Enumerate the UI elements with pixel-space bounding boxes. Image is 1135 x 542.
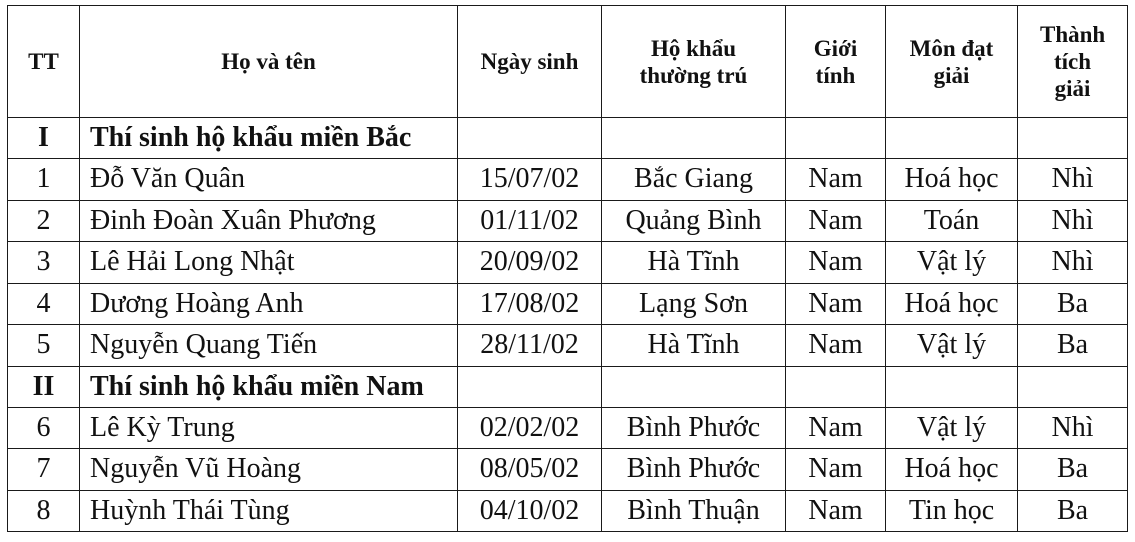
cell-dob: 01/11/02 [458, 200, 602, 242]
cell-dob: 20/09/02 [458, 242, 602, 284]
cell-gender: Nam [786, 283, 886, 325]
cell-award: Nhì [1018, 159, 1128, 201]
cell-tt: 4 [8, 283, 80, 325]
table-row [8, 449, 1128, 491]
cell-award: Nhì [1018, 242, 1128, 284]
cell-residence: Hà Tĩnh [602, 325, 786, 367]
cell-residence: Bình Phước [602, 407, 786, 449]
cell-name: Nguyễn Vũ Hoàng [80, 449, 458, 491]
group-title: Thí sinh hộ khẩu miền Nam [80, 366, 458, 407]
cell-tt: 3 [8, 242, 80, 284]
group-title: Thí sinh hộ khẩu miền Bắc [80, 118, 458, 159]
group-row [8, 366, 1128, 407]
header-gender: Giới tính [786, 6, 886, 118]
table-row [8, 283, 1128, 325]
cell-tt: 1 [8, 159, 80, 201]
cell-award: Nhì [1018, 200, 1128, 242]
cell-tt: 6 [8, 407, 80, 449]
table-row [8, 325, 1128, 367]
cell-gender: Nam [786, 325, 886, 367]
cell-subject: Vật lý [886, 407, 1018, 449]
cell-tt: 2 [8, 200, 80, 242]
cell-subject: Vật lý [886, 325, 1018, 367]
cell-gender: Nam [786, 200, 886, 242]
header-tt: TT [8, 6, 80, 118]
header-name: Họ và tên [80, 6, 458, 118]
cell-award: Ba [1018, 490, 1128, 532]
group-numeral: II [8, 366, 80, 407]
table-row [8, 490, 1128, 532]
cell-residence: Lạng Sơn [602, 283, 786, 325]
cell-award: Ba [1018, 283, 1128, 325]
cell-name: Đinh Đoàn Xuân Phương [80, 200, 458, 242]
cell-subject: Tin học [886, 490, 1018, 532]
cell-dob: 02/02/02 [458, 407, 602, 449]
cell-subject: Hoá học [886, 283, 1018, 325]
cell-subject: Toán [886, 200, 1018, 242]
cell-residence: Bắc Giang [602, 159, 786, 201]
awards-table-container [7, 5, 1128, 532]
table-row [8, 200, 1128, 242]
cell-tt: 7 [8, 449, 80, 491]
cell-gender: Nam [786, 407, 886, 449]
cell-gender: Nam [786, 159, 886, 201]
cell-name: Lê Hải Long Nhật [80, 242, 458, 284]
table-row [8, 407, 1128, 449]
cell-award: Nhì [1018, 407, 1128, 449]
cell-name: Đỗ Văn Quân [80, 159, 458, 201]
header-row [8, 6, 1128, 118]
cell-name: Dương Hoàng Anh [80, 283, 458, 325]
cell-gender: Nam [786, 490, 886, 532]
cell-award: Ba [1018, 449, 1128, 491]
group-row [8, 118, 1128, 159]
header-residence: Hộ khẩu thường trú [602, 6, 786, 118]
cell-dob: 08/05/02 [458, 449, 602, 491]
cell-subject: Hoá học [886, 449, 1018, 491]
cell-residence: Bình Phước [602, 449, 786, 491]
cell-residence: Quảng Bình [602, 200, 786, 242]
cell-dob: 15/07/02 [458, 159, 602, 201]
cell-dob: 04/10/02 [458, 490, 602, 532]
cell-award: Ba [1018, 325, 1128, 367]
cell-name: Lê Kỳ Trung [80, 407, 458, 449]
header-award: Thành tích giải [1018, 6, 1128, 118]
awards-table [7, 5, 1128, 532]
cell-dob: 28/11/02 [458, 325, 602, 367]
cell-dob: 17/08/02 [458, 283, 602, 325]
cell-gender: Nam [786, 242, 886, 284]
cell-gender: Nam [786, 449, 886, 491]
table-row [8, 242, 1128, 284]
cell-name: Nguyễn Quang Tiến [80, 325, 458, 367]
cell-tt: 5 [8, 325, 80, 367]
cell-subject: Hoá học [886, 159, 1018, 201]
cell-subject: Vật lý [886, 242, 1018, 284]
cell-name: Huỳnh Thái Tùng [80, 490, 458, 532]
header-subject: Môn đạt giải [886, 6, 1018, 118]
table-row [8, 159, 1128, 201]
header-dob: Ngày sinh [458, 6, 602, 118]
cell-residence: Bình Thuận [602, 490, 786, 532]
group-numeral: I [8, 118, 80, 159]
cell-tt: 8 [8, 490, 80, 532]
cell-residence: Hà Tĩnh [602, 242, 786, 284]
